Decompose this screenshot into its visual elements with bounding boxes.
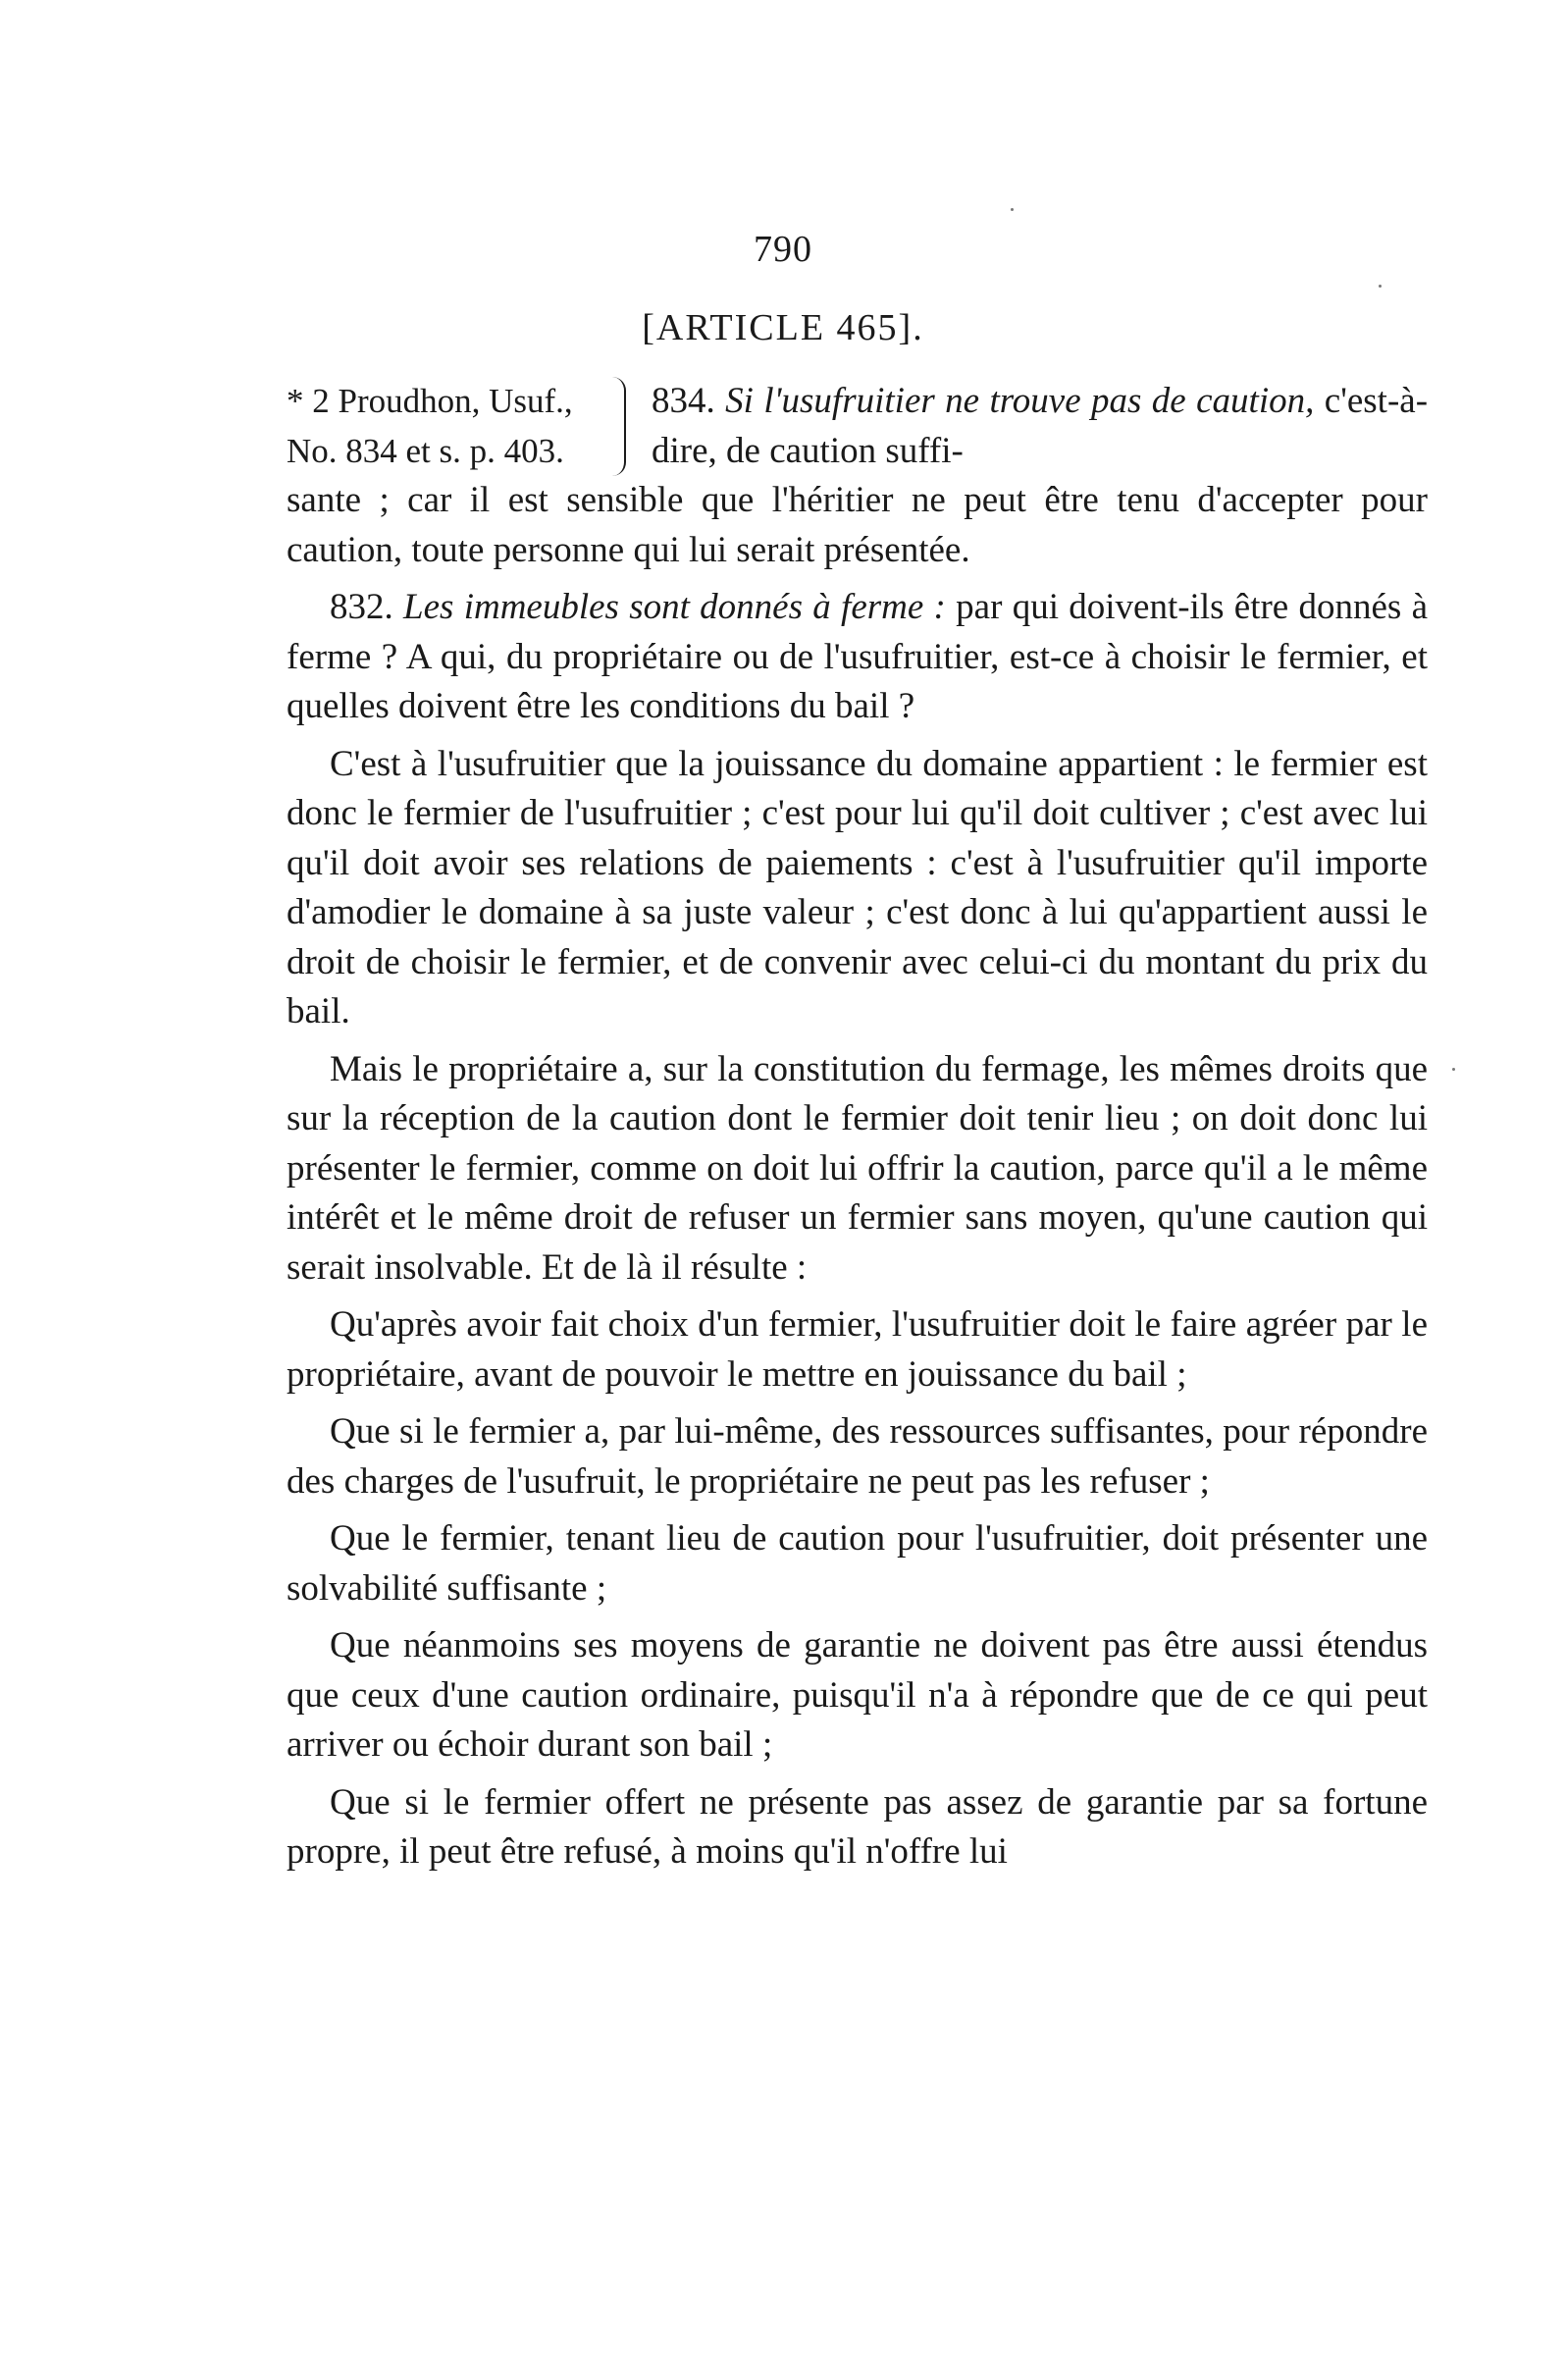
section-834-number: 834. (652, 381, 715, 421)
page-number: 790 (754, 229, 812, 270)
paragraph: Mais le propriétaire a, sur la constitution du fermage, les mêmes droits que sur la réception de la caution dont le fermier doit tenir lieu ; on doit donc lui présenter le fermier, comme on doit lui offrir la caution, parce qu'il a le même intérêt et le même droit de refuser un fermier sans moyen, qu'une caution qui serait insolvable. Et de là il résulte : (287, 1048, 1428, 1288)
section-834-head (652, 377, 1428, 476)
section-832-number: 832. (330, 587, 393, 627)
body-text (287, 377, 1428, 1885)
article-heading: [ARTICLE 465]. (642, 307, 924, 348)
section-834-title: Si l'usufruitier ne trouve pas de caution, (725, 381, 1315, 421)
paragraph: Que si le fermier a, par lui-même, des ressources suffisantes, pour répondre des charges de l'usufruit, le propriétaire ne peut pas les refuser ; (287, 1411, 1428, 1502)
section-834-text-start: c'est-à-dire, de caution suffi- (652, 381, 1429, 471)
print-speck (1379, 285, 1382, 288)
section-832-title: Les immeubles sont donnés à ferme : (403, 587, 946, 627)
section-834-text: sante ; car il est sensible que l'héritier ne peut être tenu d'accepter pour caution, toute personne qui lui serait présentée. (287, 480, 1428, 570)
paragraph: Que si le fermier offert ne présente pas assez de garantie par sa fortune propre, il peut être refusé, à moins qu'il n'offre lui (287, 1781, 1428, 1872)
paragraph: C'est à l'usufruitier que la jouissance du domaine appartient : le fermier est donc le fermier de l'usufruitier ; c'est pour lui qu'il doit cultiver ; c'est avec lui qu'il doit avoir ses relations de paiements : c'est à l'usufruitier qu'il importe d'amodier le domaine à sa juste valeur ; c'est donc à lui qu'appartient aussi le droit de choisir le fermier, et de convenir avec celui-ci du montant du prix du bail. (287, 743, 1428, 1031)
marginal-reference (287, 377, 626, 476)
section-834-block (287, 377, 1428, 476)
section-832-text: par qui doivent-ils être donnés à ferme ? A qui, du propriétaire ou de l'usufruitier, est-ce à choisir le fermier, et quelles doivent être les conditions du bail ? (287, 587, 1429, 726)
paragraph: Que néanmoins ses moyens de garantie ne doivent pas être aussi étendus que ceux d'une caution ordinaire, puisqu'il n'a à répondre que de ce qui peut arriver ou échoir durant son bail ; (287, 1625, 1428, 1765)
paragraph: Qu'après avoir fait choix d'un fermier, l'usufruitier doit le faire agréer par le propriétaire, avant de pouvoir le mettre en jouissance du bail ; (287, 1304, 1428, 1395)
paragraph: Que le fermier, tenant lieu de caution pour l'usufruitier, doit présenter une solvabilité suffisante ; (287, 1518, 1428, 1609)
print-speck (1452, 1068, 1455, 1071)
print-speck (1011, 208, 1014, 211)
reference-line-1: * 2 Proudhon, Usuf., (287, 382, 573, 420)
reference-line-2: No. 834 et s. p. 403. (287, 431, 564, 470)
section-832 (287, 583, 1428, 732)
